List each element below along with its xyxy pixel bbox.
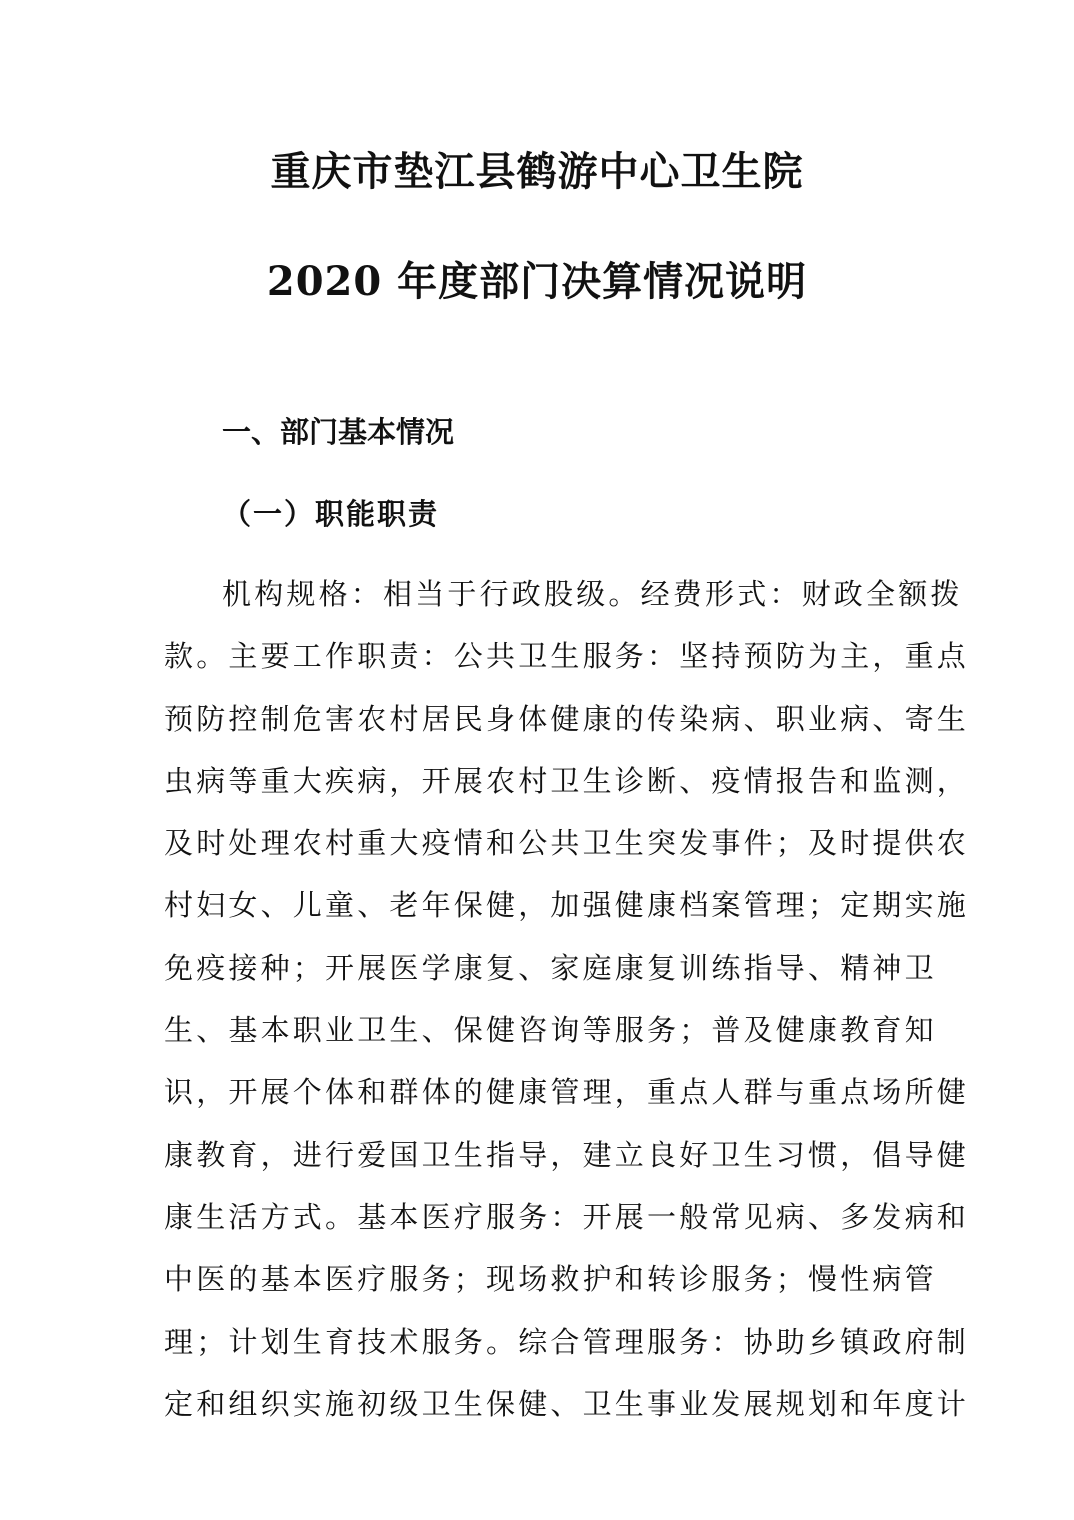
document-title-line-1: 重庆市垫江县鹤游中心卫生院 — [270, 148, 804, 195]
body-line: 生、基本职业卫生、保健咨询等服务；普及健康教育知 — [164, 1013, 937, 1048]
body-line: 村妇女、儿童、老年保健，加强健康档案管理；定期实施 — [164, 888, 970, 923]
body-line: 理；计划生育技术服务。综合管理服务：协助乡镇政府制 — [164, 1324, 970, 1359]
body-line: 康教育，进行爱国卫生指导，建立良好卫生习惯，倡导健 — [164, 1137, 970, 1172]
body-paragraph — [164, 574, 970, 1446]
body-line: 机构规格：相当于行政股级。经费形式：财政全额拨 — [222, 577, 963, 611]
body-line: 定和组织实施初级卫生保健、卫生事业发展规划和年度计 — [164, 1386, 970, 1421]
body-line: 预防控制危害农村居民身体健康的传染病、职业病、寄生 — [164, 701, 970, 736]
body-line: 识，开展个体和群体的健康管理，重点人群与重点场所健 — [164, 1075, 970, 1110]
body-line: 中医的基本医疗服务；现场救护和转诊服务；慢性病管 — [164, 1262, 937, 1297]
body-line: 虫病等重大疾病，开展农村卫生诊断、疫情报告和监测， — [164, 763, 970, 798]
body-line: 及时处理农村重大疫情和公共卫生突发事件；及时提供农 — [164, 826, 970, 861]
body-line: 免疫接种；开展医学康复、家庭康复训练指导、精神卫 — [164, 950, 937, 985]
body-line: 康生活方式。基本医疗服务：开展一般常见病、多发病和 — [164, 1199, 970, 1234]
document-title-line-2: 2020 年度部门决算情况说明 — [266, 258, 808, 305]
subsection-heading: （一）职能职责 — [222, 497, 440, 531]
body-line: 款。主要工作职责：公共卫生服务：坚持预防为主，重点 — [164, 639, 970, 674]
section-heading: 一、部门基本情况 — [222, 415, 455, 449]
